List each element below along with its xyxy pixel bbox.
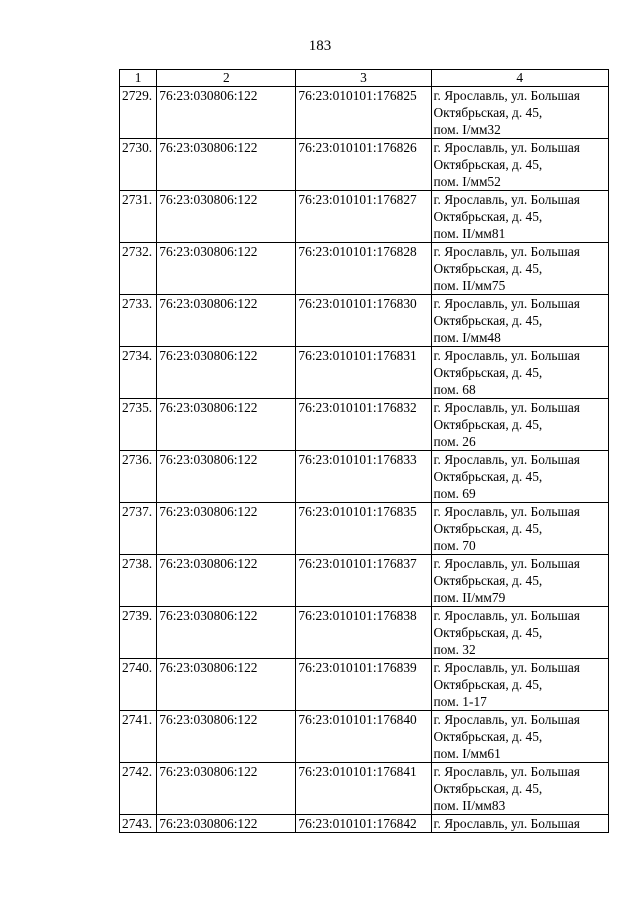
address-line: г. Ярославль, ул. Большая: [433, 660, 580, 675]
address-line: Октябрьская, д. 45,: [433, 573, 543, 588]
table-row: [120, 503, 609, 555]
address-line: Октябрьская, д. 45,: [433, 105, 543, 120]
quarter-number-cell: 76:23:030806:122: [157, 711, 296, 763]
quarter-number-cell: 76:23:030806:122: [157, 347, 296, 399]
table-row: [120, 659, 609, 711]
address-cell: [431, 87, 608, 139]
table-row: [120, 139, 609, 191]
row-number-cell: 2737.: [120, 503, 157, 555]
row-number-cell: 2734.: [120, 347, 157, 399]
table-row: [120, 243, 609, 295]
address-line: г. Ярославль, ул. Большая: [433, 140, 580, 155]
table-row: [120, 763, 609, 815]
row-number-cell: 2729.: [120, 87, 157, 139]
address-line: г. Ярославль, ул. Большая: [433, 88, 580, 103]
address-cell: [431, 295, 608, 347]
cadastral-number-cell: 76:23:010101:176827: [296, 191, 431, 243]
address-line: Октябрьская, д. 45,: [433, 521, 543, 536]
address-cell: [431, 607, 608, 659]
address-cell: [431, 451, 608, 503]
quarter-number-cell: 76:23:030806:122: [157, 399, 296, 451]
address-line: пом. I/мм32: [433, 122, 501, 137]
cadastral-number-cell: 76:23:010101:176837: [296, 555, 431, 607]
cadastral-number-cell: 76:23:010101:176838: [296, 607, 431, 659]
table-row: [120, 711, 609, 763]
row-number-cell: 2735.: [120, 399, 157, 451]
quarter-number-cell: 76:23:030806:122: [157, 191, 296, 243]
table-row: [120, 347, 609, 399]
table-row: [120, 451, 609, 503]
row-number-cell: 2731.: [120, 191, 157, 243]
row-number-cell: 2740.: [120, 659, 157, 711]
address-line: Октябрьская, д. 45,: [433, 261, 543, 276]
address-line: г. Ярославль, ул. Большая: [433, 296, 580, 311]
cadastral-number-cell: 76:23:010101:176826: [296, 139, 431, 191]
address-line: Октябрьская, д. 45,: [433, 417, 543, 432]
address-cell: [431, 243, 608, 295]
cadastral-number-cell: 76:23:010101:176839: [296, 659, 431, 711]
address-cell: [431, 763, 608, 815]
quarter-number-cell: 76:23:030806:122: [157, 243, 296, 295]
address-line: Октябрьская, д. 45,: [433, 469, 543, 484]
quarter-number-cell: 76:23:030806:122: [157, 451, 296, 503]
address-line: пом. 68: [433, 382, 476, 397]
cadastral-number-cell: 76:23:010101:176833: [296, 451, 431, 503]
address-line: г. Ярославль, ул. Большая: [433, 244, 580, 259]
row-number-cell: 2736.: [120, 451, 157, 503]
row-number-cell: 2732.: [120, 243, 157, 295]
address-cell: [431, 399, 608, 451]
address-cell: [431, 711, 608, 763]
address-line: г. Ярославль, ул. Большая: [433, 192, 580, 207]
address-line: г. Ярославль, ул. Большая: [433, 556, 580, 571]
address-line: пом. 1-17: [433, 694, 487, 709]
row-number-cell: 2741.: [120, 711, 157, 763]
address-line: Октябрьская, д. 45,: [433, 365, 543, 380]
address-cell: [431, 139, 608, 191]
address-line: г. Ярославль, ул. Большая: [433, 400, 580, 415]
cadastral-number-cell: 76:23:010101:176835: [296, 503, 431, 555]
table-row: [120, 295, 609, 347]
address-line: пом. II/мм79: [433, 590, 506, 605]
address-line: Октябрьская, д. 45,: [433, 157, 543, 172]
address-line: Октябрьская, д. 45,: [433, 729, 543, 744]
table-row: [120, 399, 609, 451]
address-cell: [431, 347, 608, 399]
address-line: г. Ярославль, ул. Большая: [433, 764, 580, 779]
address-line: пом. II/мм81: [433, 226, 506, 241]
table-row: [120, 607, 609, 659]
address-line: г. Ярославль, ул. Большая: [433, 712, 580, 727]
table-row: [120, 87, 609, 139]
cadastral-number-cell: 76:23:010101:176825: [296, 87, 431, 139]
quarter-number-cell: 76:23:030806:122: [157, 139, 296, 191]
address-cell: [431, 555, 608, 607]
row-number-cell: 2739.: [120, 607, 157, 659]
address-cell: [431, 191, 608, 243]
quarter-number-cell: 76:23:030806:122: [157, 607, 296, 659]
address-line: пом. 69: [433, 486, 476, 501]
address-line: г. Ярославль, ул. Большая: [433, 348, 580, 363]
column-header: 2: [157, 70, 296, 87]
address-line: г. Ярославль, ул. Большая: [433, 816, 580, 831]
row-number-cell: 2742.: [120, 763, 157, 815]
address-line: Октябрьская, д. 45,: [433, 625, 543, 640]
row-number-cell: 2743.: [120, 815, 157, 833]
table-row: [120, 815, 609, 833]
cadastral-number-cell: 76:23:010101:176840: [296, 711, 431, 763]
address-cell: [431, 815, 608, 833]
address-line: г. Ярославль, ул. Большая: [433, 608, 580, 623]
page-number: 183: [308, 38, 332, 54]
quarter-number-cell: 76:23:030806:122: [157, 815, 296, 833]
column-header: 4: [431, 70, 608, 87]
cadastral-number-cell: 76:23:010101:176831: [296, 347, 431, 399]
address-cell: [431, 503, 608, 555]
address-cell: [431, 659, 608, 711]
address-line: пом. 32: [433, 642, 476, 657]
cadastral-number-cell: 76:23:010101:176842: [296, 815, 431, 833]
row-number-cell: 2733.: [120, 295, 157, 347]
row-number-cell: 2738.: [120, 555, 157, 607]
address-line: Октябрьская, д. 45,: [433, 781, 543, 796]
address-line: пом. 70: [433, 538, 476, 553]
address-line: г. Ярославль, ул. Большая: [433, 452, 580, 467]
address-line: пом. II/мм75: [433, 278, 506, 293]
quarter-number-cell: 76:23:030806:122: [157, 87, 296, 139]
address-line: Октябрьская, д. 45,: [433, 677, 543, 692]
address-line: пом. I/мм52: [433, 174, 501, 189]
column-header: 3: [296, 70, 431, 87]
quarter-number-cell: 76:23:030806:122: [157, 503, 296, 555]
table-row: [120, 555, 609, 607]
address-line: Октябрьская, д. 45,: [433, 313, 543, 328]
address-line: пом. 26: [433, 434, 476, 449]
registry-table: [119, 69, 609, 833]
table-row: [120, 191, 609, 243]
quarter-number-cell: 76:23:030806:122: [157, 659, 296, 711]
quarter-number-cell: 76:23:030806:122: [157, 763, 296, 815]
address-line: г. Ярославль, ул. Большая: [433, 504, 580, 519]
quarter-number-cell: 76:23:030806:122: [157, 555, 296, 607]
quarter-number-cell: 76:23:030806:122: [157, 295, 296, 347]
column-header: 1: [120, 70, 157, 87]
cadastral-number-cell: 76:23:010101:176828: [296, 243, 431, 295]
cadastral-number-cell: 76:23:010101:176841: [296, 763, 431, 815]
address-line: Октябрьская, д. 45,: [433, 209, 543, 224]
cadastral-number-cell: 76:23:010101:176832: [296, 399, 431, 451]
row-number-cell: 2730.: [120, 139, 157, 191]
address-line: пом. I/мм48: [433, 330, 501, 345]
header-row: [120, 70, 609, 87]
address-line: пом. II/мм83: [433, 798, 506, 813]
address-line: пом. I/мм61: [433, 746, 501, 761]
cadastral-number-cell: 76:23:010101:176830: [296, 295, 431, 347]
